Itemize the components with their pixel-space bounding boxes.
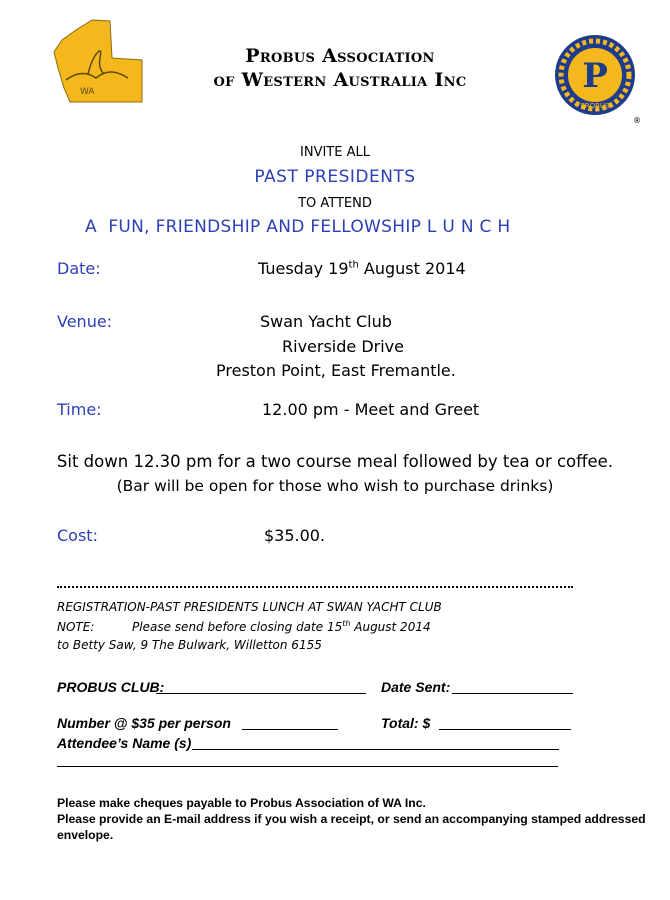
lunch-title: A FUN, FRIENDSHIP AND FELLOWSHIP L U N C H xyxy=(85,217,511,237)
to-attend-text: TO ATTEND xyxy=(298,196,372,211)
invite-all-text: INVITE ALL xyxy=(300,145,370,160)
date-month-year: August 2014 xyxy=(358,259,466,278)
org-title-line1: Probus Association xyxy=(245,45,435,67)
probus-club-field[interactable] xyxy=(156,693,366,694)
org-title-line2: of Western Australia Inc xyxy=(213,69,467,91)
date-day: Tuesday 19 xyxy=(258,259,349,278)
cost-value: $35.00. xyxy=(264,526,326,545)
date-sent-label: Date Sent: xyxy=(381,679,451,695)
date-label: Date: xyxy=(57,259,101,278)
note-date-rest: August 2014 xyxy=(350,620,431,634)
probus-club-label: PROBUS CLUB: xyxy=(57,679,165,695)
date-value xyxy=(258,259,466,278)
cheques-note: Please make cheques payable to Probus Association of WA Inc. xyxy=(57,796,426,810)
venue-line2: Riverside Drive xyxy=(282,337,404,356)
date-suffix: th xyxy=(348,259,359,271)
note-suffix: th xyxy=(342,619,351,628)
probus-logo-text: PROBUS xyxy=(580,102,610,110)
dotted-separator xyxy=(57,586,573,588)
registered-mark: ® xyxy=(633,116,641,125)
note-label: NOTE: xyxy=(57,620,95,634)
attendees-field-line2[interactable] xyxy=(57,766,558,767)
time-value: 12.00 pm - Meet and Greet xyxy=(262,400,480,419)
past-presidents-heading: PAST PRESIDENTS xyxy=(254,167,416,187)
registration-title: REGISTRATION-PAST PRESIDENTS LUNCH AT SWAN YACHT CLUB xyxy=(57,600,442,614)
attendees-field[interactable] xyxy=(192,749,559,750)
number-field[interactable] xyxy=(242,729,338,730)
registration-note xyxy=(57,619,431,634)
note-text: Please send before closing date 15 xyxy=(132,620,343,634)
send-to-address: to Betty Saw, 9 The Bulwark, Willetton 6155 xyxy=(57,638,322,652)
bar-note-text: (Bar will be open for those who wish to purchase drinks) xyxy=(116,477,554,495)
venue-line3: Preston Point, East Fremantle. xyxy=(216,361,456,380)
sit-down-text: Sit down 12.30 pm for a two course meal followed by tea or coffee. xyxy=(56,452,614,471)
probus-logo-letter: P xyxy=(582,56,608,96)
venue-line1: Swan Yacht Club xyxy=(260,312,392,331)
total-label: Total: $ xyxy=(381,715,431,731)
date-sent-field[interactable] xyxy=(452,693,573,694)
email-note-line1: Please provide an E-mail address if you wish a receipt, or send an accompanying stamped addressed xyxy=(57,812,646,826)
cost-label: Cost: xyxy=(57,526,98,545)
wa-map-logo xyxy=(52,18,144,104)
organisation-title xyxy=(140,44,540,92)
probus-logo xyxy=(553,33,645,125)
email-note-line2: envelope. xyxy=(57,828,114,842)
svg-text:WA: WA xyxy=(80,87,95,97)
venue-label: Venue: xyxy=(57,312,113,331)
time-label: Time: xyxy=(57,400,102,419)
attendees-label: Attendee’s Name (s) xyxy=(57,735,192,751)
total-field[interactable] xyxy=(439,729,571,730)
number-label: Number @ $35 per person xyxy=(57,715,231,731)
